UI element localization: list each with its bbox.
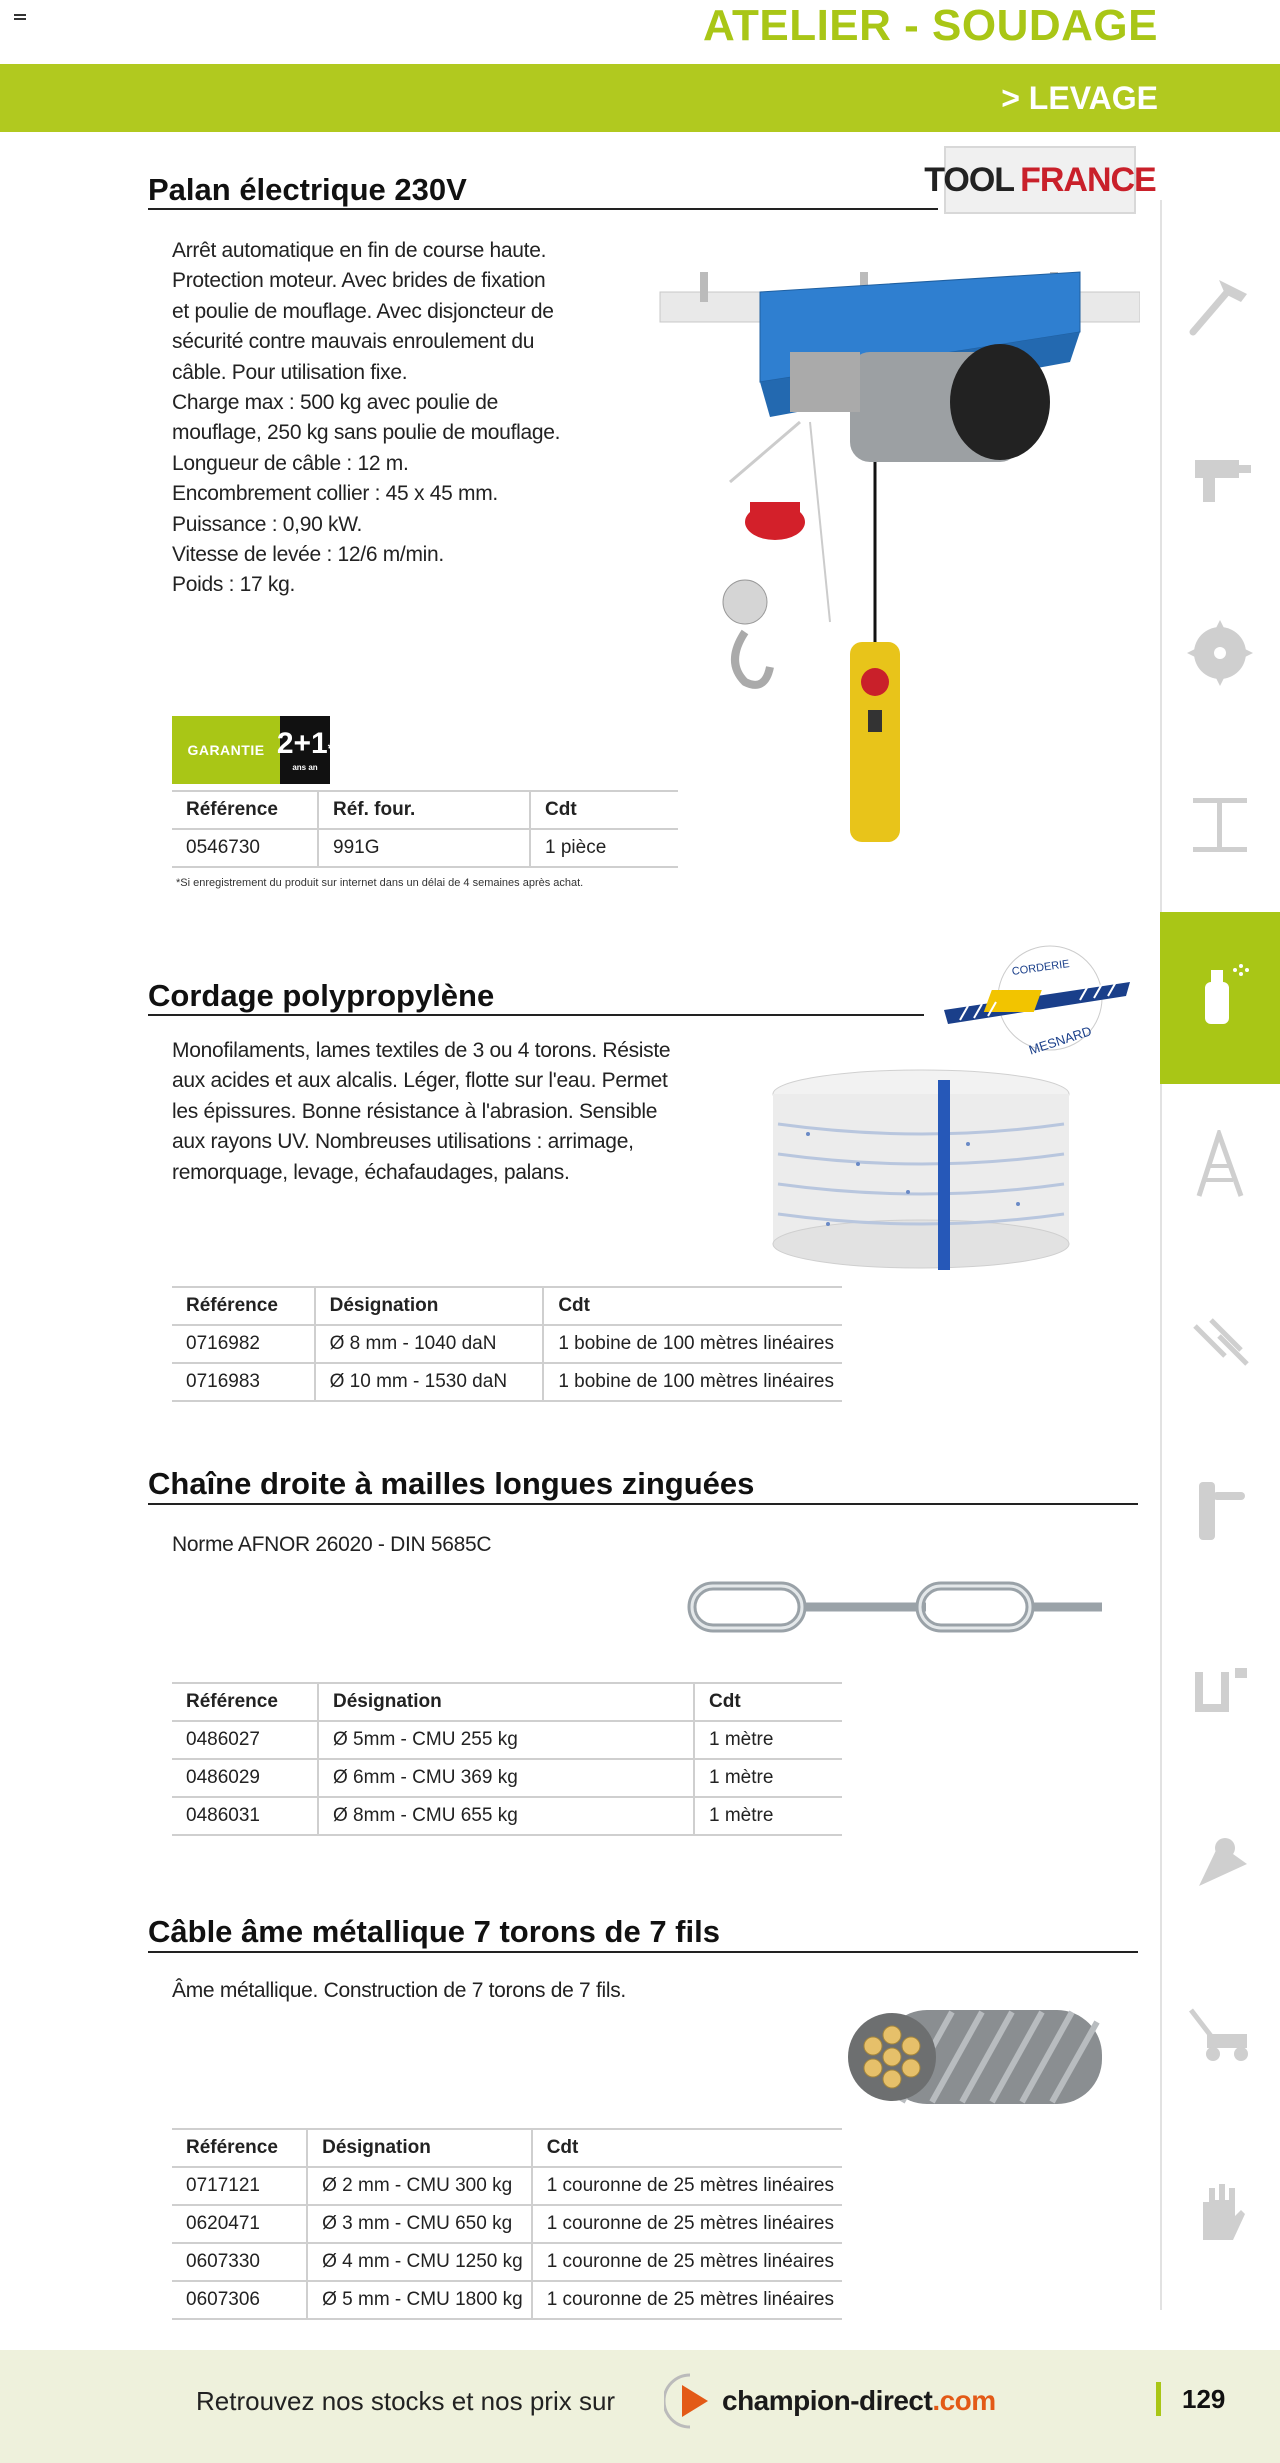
subcategory-bar xyxy=(0,64,1280,132)
saw-blade-icon[interactable] xyxy=(1185,618,1255,688)
brand-part1: TOOL xyxy=(924,160,1015,199)
product-table: Référence Réf. four. Cdt 0546730 991G 1 pièce xyxy=(172,790,678,868)
table-row: 0486029 Ø 6mm - CMU 369 kg 1 mètre xyxy=(172,1759,842,1797)
brand-part2: FRANCE xyxy=(1020,160,1156,199)
section-divider xyxy=(148,1503,1138,1505)
table-row: 0607306 Ø 5 mm - CMU 1800 kg 1 couronne de 25 mètres linéaires xyxy=(172,2281,842,2319)
footer xyxy=(0,2350,1280,2463)
glove-icon[interactable] xyxy=(1185,2176,1255,2246)
section-divider xyxy=(148,1951,1138,1953)
category-title: ATELIER - SOUDAGE xyxy=(702,1,1158,50)
site-name: champion-direct xyxy=(722,2385,933,2416)
side-nav-rule xyxy=(1160,200,1162,2310)
spray-can-icon[interactable] xyxy=(1185,960,1255,1030)
product-table: Référence Désignation Cdt 0717121 Ø 2 mm - CMU 300 kg 1 couronne de 25 mètres linéaires 0620471 Ø 3 mm - CMU 650 kg 1 couronne de 25 mètres linéaires 0607330 Ø 4 mm - CMU 1250 kg 1 couronne de 25 mètres linéaires 0607306 Ø 5 mm - CMU 1800 kg 1 couronne de 25 mètres linéaires xyxy=(172,2128,842,2320)
ladder-icon[interactable] xyxy=(1185,1130,1255,1200)
table-row: 0546730 991G 1 pièce xyxy=(172,829,678,867)
guarantee-label: GARANTIE xyxy=(172,716,280,784)
product-title: Chaîne droite à mailles longues zinguées xyxy=(148,1466,755,1501)
drill-icon[interactable] xyxy=(1185,446,1255,516)
rope-coil-image xyxy=(768,1064,1074,1274)
corderie-mesnard-logo xyxy=(940,940,1136,1058)
subcategory-label: > LEVAGE xyxy=(1001,80,1158,116)
product-title: Palan électrique 230V xyxy=(148,172,467,207)
product-description: Norme AFNOR 26020 - DIN 5685C xyxy=(172,1533,492,1556)
table-row: 0620471 Ø 3 mm - CMU 650 kg 1 couronne de 25 mètres linéaires xyxy=(172,2205,842,2243)
website-link[interactable] xyxy=(664,2368,996,2434)
hammer-icon[interactable] xyxy=(1185,270,1255,340)
menu-icon[interactable] xyxy=(14,14,26,24)
section-divider xyxy=(148,1014,924,1016)
table-row: 0716982 Ø 8 mm - 1040 daN 1 bobine de 100 mètres linéaires xyxy=(172,1325,842,1363)
electric-hoist-image xyxy=(640,232,1140,852)
page-number: 129 xyxy=(1182,2384,1226,2414)
door-handle-icon[interactable] xyxy=(1185,1476,1255,1546)
guarantee-badge xyxy=(172,716,334,784)
product-description: Âme métallique. Construction de 7 torons de 7 fils. xyxy=(172,1979,626,2002)
guarantee-footnote: *Si enregistrement du produit sur internet dans un délai de 4 semaines après achat. xyxy=(176,877,584,889)
chain-image xyxy=(686,1572,1106,1642)
pipe-icon[interactable] xyxy=(1185,1652,1255,1722)
table-row: 0486027 Ø 5mm - CMU 255 kg 1 mètre xyxy=(172,1721,842,1759)
footer-text: Retrouvez nos stocks et nos prix sur xyxy=(196,2386,616,2416)
tool-france-logo xyxy=(924,146,1156,214)
lamp-icon[interactable] xyxy=(1185,1826,1255,1896)
product-description: Monofilaments, lames textiles de 3 ou 4 torons. Résiste aux acides et aux alcalis. Léger, flotte sur l'eau. Permet les épissures. Bonne résistance à l'abrasion. Sensible aux rayons UV. Nombreuses utilisations : arrimage, remorquage, levage, échafaudages, palans. xyxy=(172,1039,671,1184)
product-title: Câble âme métallique 7 torons de 7 fils xyxy=(148,1914,720,1949)
site-tld: .com xyxy=(932,2385,996,2416)
product-table: Référence Désignation Cdt 0716982 Ø 8 mm - 1040 daN 1 bobine de 100 mètres linéaires 0716983 Ø 10 mm - 1530 daN 1 bobine de 100 mètres linéaires xyxy=(172,1286,842,1402)
product-title: Cordage polypropylène xyxy=(148,978,495,1013)
steel-cable-image xyxy=(842,2002,1106,2112)
svg-text:MESNARD: MESNARD xyxy=(1026,1023,1094,1058)
table-row: 0717121 Ø 2 mm - CMU 300 kg 1 couronne de 25 mètres linéaires xyxy=(172,2167,842,2205)
screws-icon[interactable] xyxy=(1185,1306,1255,1376)
lawnmower-icon[interactable] xyxy=(1185,2000,1255,2070)
svg-text:CORDERIE: CORDERIE xyxy=(1011,958,1071,978)
product-table: Référence Désignation Cdt 0486027 Ø 5mm - CMU 255 kg 1 mètre 0486029 Ø 6mm - CMU 369 kg 1 mètre 0486031 Ø 8mm - CMU 655 kg 1 mètre xyxy=(172,1682,842,1836)
guarantee-value: 2+1* ans an xyxy=(280,716,330,784)
beam-icon[interactable] xyxy=(1185,790,1255,860)
page-number-separator xyxy=(1156,2382,1161,2416)
table-row: 0486031 Ø 8mm - CMU 655 kg 1 mètre xyxy=(172,1797,842,1835)
table-row: 0716983 Ø 10 mm - 1530 daN 1 bobine de 100 mètres linéaires xyxy=(172,1363,842,1401)
play-arrow-icon xyxy=(664,2371,716,2431)
table-row: 0607330 Ø 4 mm - CMU 1250 kg 1 couronne de 25 mètres linéaires xyxy=(172,2243,842,2281)
section-divider xyxy=(148,208,938,210)
product-description: Arrêt automatique en fin de course haute. Protection moteur. Avec brides de fixation et poulie de mouflage. Avec disjoncteur de sécurité contre mauvais enroulement du câble. Pour utilisation fixe. Charge max : 500 kg avec poulie de mouflage, 250 kg sans poulie de mouflage. Longueur de câble : 12 m. Encombrement collier : 45 x 45 mm. Puissance : 0,90 kW. Vitesse de levée : 12/6 m/min. Poids : 17 kg. xyxy=(172,239,561,597)
